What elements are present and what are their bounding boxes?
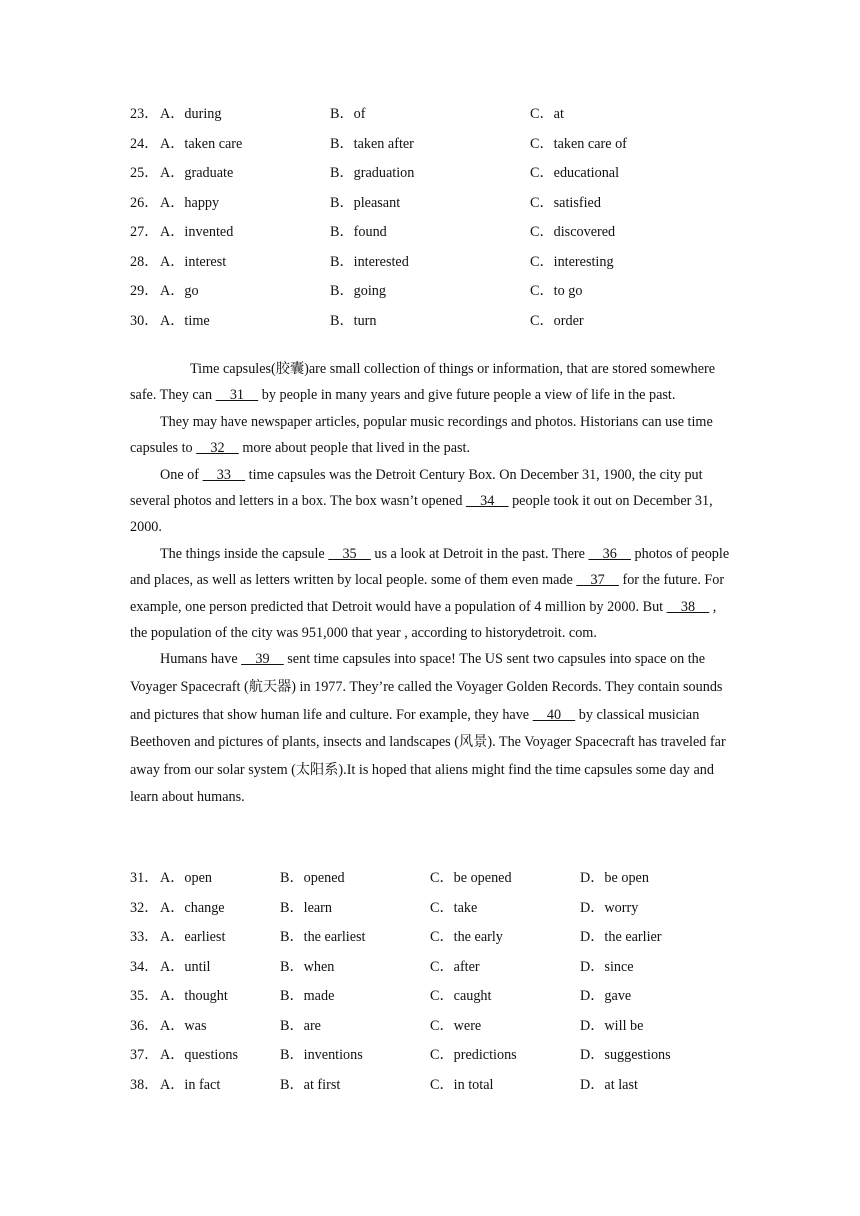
option-d: D．be open (580, 870, 649, 886)
option-c: C．in total (430, 1076, 494, 1093)
question-number: 35． (130, 988, 159, 1004)
option-b: B．made (280, 988, 335, 1004)
question-number: 24． (130, 135, 159, 152)
option-d: D．the earlier (580, 929, 662, 945)
option-a: A．until (160, 958, 211, 975)
passage-paragraph: Time capsules(胶囊)are small collection of things or information, that are stored somewhere safe. They can 31 by people in many years and give future people a view of life in the past. (130, 361, 716, 404)
option-c: C．take (430, 899, 478, 916)
option-a: A．earliest (160, 929, 226, 945)
answer-blank-34: 34 (465, 493, 509, 510)
option-c: C．taken care of (530, 135, 627, 152)
option-a: A．invented (160, 224, 234, 240)
answer-blank-37: 37 (576, 572, 619, 589)
answer-blank-40: 40 (532, 706, 576, 723)
option-b: B．taken after (330, 135, 414, 152)
reading-passage (130, 356, 730, 812)
question-number: 31． (130, 870, 159, 886)
option-b: B．pleasant (330, 194, 401, 211)
option-c: C．to go (530, 283, 583, 299)
option-d: D．at last (580, 1076, 638, 1093)
answer-blank-36: 36 (588, 545, 631, 562)
option-b: B．graduation (330, 165, 415, 181)
option-b: B．interested (330, 253, 409, 270)
option-a: A．interest (160, 253, 227, 270)
option-a: A．happy (160, 194, 220, 211)
option-a: A．graduate (160, 165, 234, 181)
option-a: A．was (160, 1017, 207, 1034)
answer-blank-33: 33 (202, 466, 246, 483)
answer-blank-35: 35 (328, 545, 371, 562)
option-c: C．at (530, 106, 564, 122)
option-c: C．order (530, 312, 584, 329)
option-a: A．during (160, 106, 222, 122)
question-number: 36． (130, 1017, 159, 1034)
option-b: B．turn (330, 312, 377, 329)
question-number: 29． (130, 283, 159, 299)
option-a: A．open (160, 870, 213, 886)
option-d: D．since (580, 958, 634, 975)
answer-blank-39: 39 (241, 651, 284, 668)
option-b: B．at first (280, 1076, 341, 1093)
option-a: A．in fact (160, 1076, 221, 1093)
option-a: A．go (160, 283, 199, 299)
option-d: D．suggestions (580, 1047, 671, 1063)
option-d: D．will be (580, 1017, 644, 1034)
option-c: C．predictions (430, 1047, 517, 1063)
option-a: A．time (160, 312, 210, 329)
question-number: 28． (130, 253, 159, 270)
passage-paragraph: The things inside the capsule 35 us a look at Detroit in the past. There 36 photos of people and places, as well as letters written by local people. some of them even made 37 for the future. For example, one person predicted that Detroit would have a population of 4 million by 2000. But 38 , the population of the city was 951,000 that year , according to historydetroit. com. (130, 545, 730, 642)
option-b: B．of (330, 106, 366, 122)
option-c: C．educational (530, 165, 620, 181)
question-number: 33． (130, 929, 159, 945)
option-c: C．satisfied (530, 194, 601, 211)
option-a: A．taken care (160, 135, 243, 152)
passage-paragraph: Humans have 39 sent time capsules into space! The US sent two capsules into space on the Voyager Spacecraft (航天器) in 1977. They’re called the Voyager Golden Records. They contain sounds and pictures that show human life and culture. For example, they have 40 by classical musician Beethoven and pictures of plants, insects and landscapes (风景). The Voyager Spacecraft has traveled far away from our solar system (太阳系).It is hoped that aliens might find the time capsules some day and learn about humans. (130, 651, 726, 806)
option-b: B．the earliest (280, 929, 366, 945)
option-b: B．found (330, 224, 387, 240)
option-b: B．learn (280, 899, 333, 916)
option-c: C．were (430, 1017, 482, 1034)
option-c: C．caught (430, 988, 492, 1004)
question-number: 32． (130, 899, 159, 916)
option-b: B．opened (280, 870, 345, 886)
option-c: C．the early (430, 929, 503, 945)
option-b: B．going (330, 283, 386, 299)
answer-blank-32: 32 (196, 440, 239, 457)
question-number: 38． (130, 1076, 159, 1093)
option-c: C．be opened (430, 870, 512, 886)
option-d: D．worry (580, 899, 639, 916)
question-number: 25． (130, 165, 159, 181)
option-d: D．gave (580, 988, 632, 1004)
passage-paragraph: One of 33 time capsules was the Detroit Century Box. On December 31, 1900, the city put several photos and letters in a box. The box wasn’t opened 34 people took it out on December 31, 2000. (130, 466, 713, 536)
question-number: 26． (130, 194, 159, 211)
passage-paragraph: They may have newspaper articles, popular music recordings and photos. Historians can use time capsules to 32 more about people that lived in the past. (130, 413, 713, 457)
question-number: 30． (130, 312, 159, 329)
option-b: B．when (280, 958, 335, 975)
option-a: A．change (160, 899, 225, 916)
option-a: A．questions (160, 1047, 239, 1063)
option-c: C．interesting (530, 253, 614, 270)
question-number: 27． (130, 224, 159, 240)
answer-blank-38: 38 (666, 598, 710, 615)
question-number: 34． (130, 958, 159, 975)
option-a: A．thought (160, 988, 228, 1004)
option-c: C．discovered (530, 224, 616, 240)
answer-blank-31: 31 (215, 387, 259, 404)
option-c: C．after (430, 958, 480, 975)
question-number: 37． (130, 1047, 159, 1063)
option-b: B．inventions (280, 1047, 363, 1063)
question-number: 23． (130, 106, 159, 122)
option-b: B．are (280, 1017, 321, 1034)
